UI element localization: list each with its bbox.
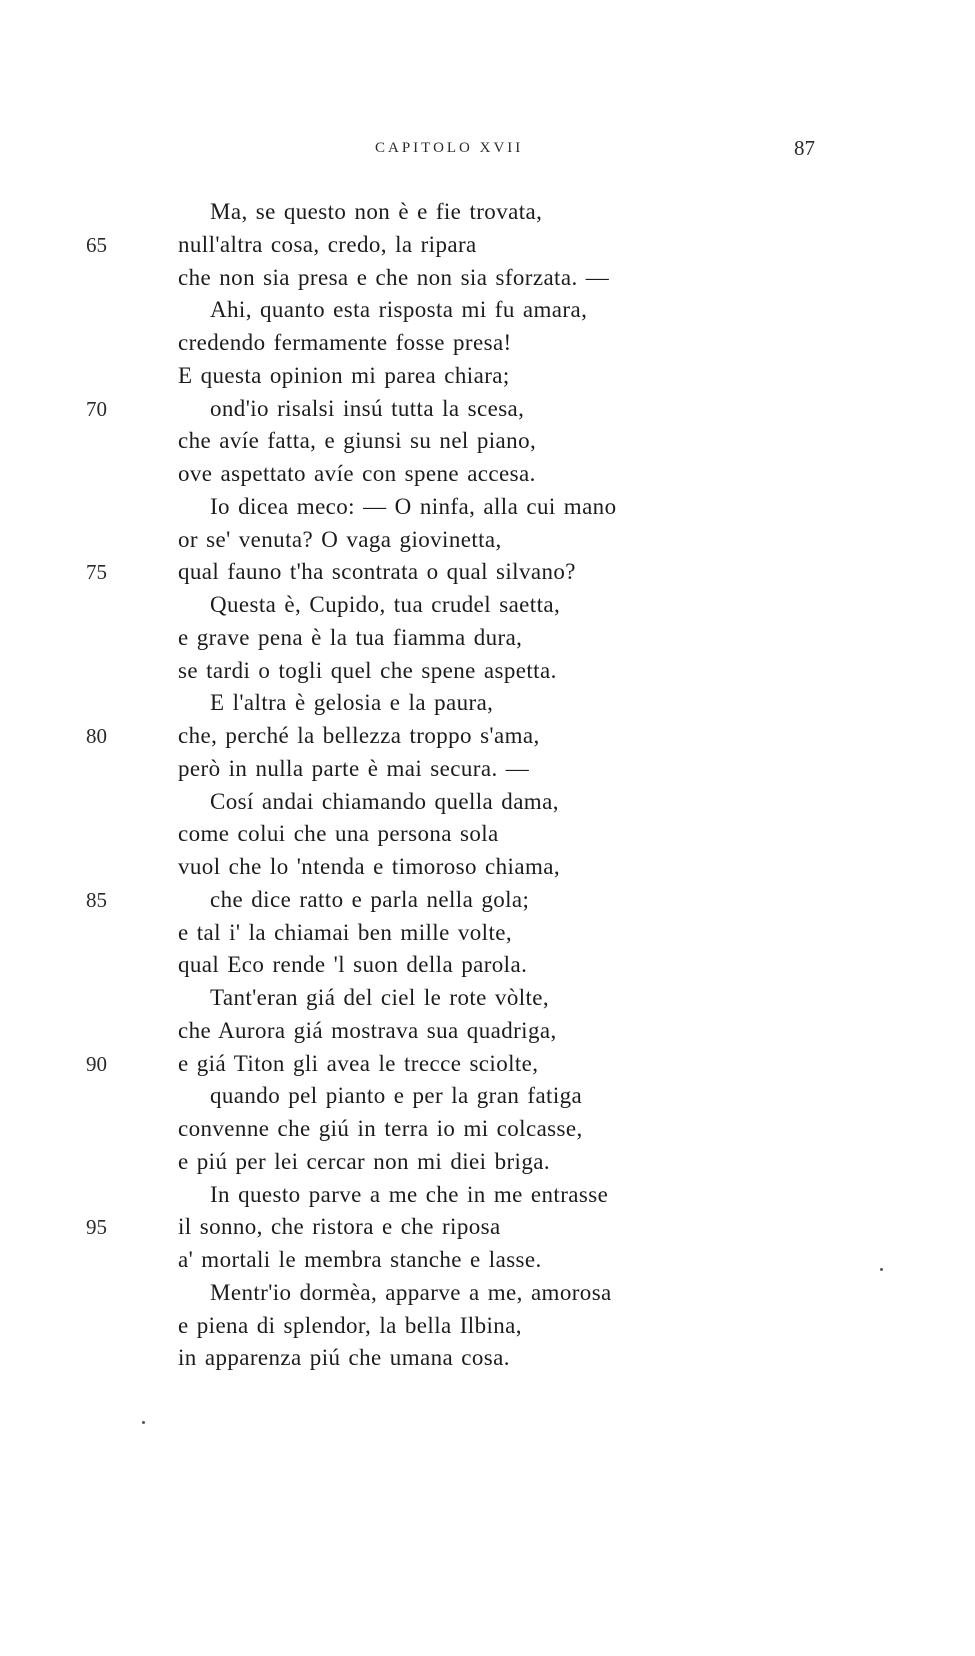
verse-line	[0, 622, 975, 655]
line-number: 70	[86, 396, 107, 421]
page-number: 87	[794, 136, 815, 160]
verse-text: come colui che una persona sola	[178, 821, 499, 847]
line-number: 65	[86, 232, 107, 257]
verse-text: ove aspettato avíe con spene accesa.	[178, 461, 536, 486]
verse-text: credendo fermamente fosse presa!	[178, 330, 512, 355]
verse-line	[0, 851, 975, 884]
line-number: 75	[86, 560, 107, 585]
verse-line	[0, 425, 975, 458]
verse-text: e giá Titon gli avea le trecce sciolte,	[178, 1050, 539, 1076]
verse-line	[0, 491, 975, 524]
verse-text: qual fauno t'ha scontrata o qual silvano?	[178, 559, 576, 585]
verse-line	[0, 949, 975, 982]
verse-line	[0, 458, 975, 491]
verse-text: convenne che giú in terra io mi colcasse,	[178, 1116, 583, 1141]
verse-line	[0, 753, 975, 786]
verse-text: che avíe fatta, e giunsi su nel piano,	[178, 428, 537, 454]
verse-line	[0, 524, 975, 557]
verse-text: e piú per lei cercar non mi diei briga.	[178, 1148, 550, 1174]
verse-text: Io dicea meco: — O ninfa, alla cui mano	[210, 493, 617, 519]
verse-text: quando pel pianto e per la gran fatiga	[210, 1083, 583, 1109]
verse-line	[0, 229, 975, 262]
verse-line	[0, 1211, 975, 1244]
verse-line	[0, 1244, 975, 1277]
verse-text: e tal i' la chiamai ben mille volte,	[178, 919, 512, 945]
verse-line	[0, 327, 975, 360]
verse-line	[0, 360, 975, 393]
verse-text: Cosí andai chiamando quella dama,	[210, 788, 559, 814]
verse-text: ond'io risalsi insú tutta la scesa,	[210, 395, 525, 421]
verse-text: Tant'eran giá del ciel le rote vòlte,	[210, 985, 550, 1010]
verse-text: qual Eco rende 'l suon della parola.	[178, 952, 528, 978]
verse-line	[0, 982, 975, 1015]
verse-line	[0, 262, 975, 295]
verse-line	[0, 294, 975, 327]
running-head	[0, 136, 975, 166]
line-number: 85	[86, 887, 107, 912]
chapter-title: CAPITOLO XVII	[375, 140, 524, 156]
verse-text: e grave pena è la tua fiamma dura,	[178, 624, 523, 650]
verse-line	[0, 1146, 975, 1179]
verse-line	[0, 393, 975, 426]
verse-line	[0, 917, 975, 950]
verse-text: Ahi, quanto esta risposta mi fu amara,	[210, 297, 588, 323]
verse-text: se tardi o togli quel che spene aspetta.	[178, 657, 557, 683]
verse-text: a' mortali le membra stanche e lasse.	[178, 1247, 542, 1272]
verse-line	[0, 655, 975, 688]
verse-line	[0, 1048, 975, 1081]
verse-line	[0, 1277, 975, 1310]
verse-text: che, perché la bellezza troppo s'ama,	[178, 723, 540, 748]
verse-text: E questa opinion mi parea chiara;	[178, 362, 510, 388]
verse-line	[0, 720, 975, 753]
line-number: 90	[86, 1051, 107, 1076]
line-number: 80	[86, 724, 107, 748]
page-speck	[880, 1268, 883, 1271]
verse-line	[0, 1113, 975, 1146]
verse-line	[0, 1179, 975, 1212]
page-speck	[142, 1421, 145, 1424]
verse-text: che non sia presa e che non sia sforzata. —	[178, 264, 610, 290]
verse-text: e piena di splendor, la bella Ilbina,	[178, 1312, 522, 1338]
verse-text: or se' venuta? O vaga giovinetta,	[178, 526, 502, 552]
verse-text: che dice ratto e parla nella gola;	[210, 886, 530, 912]
verse-line	[0, 786, 975, 819]
verse-line	[0, 1342, 975, 1375]
verse-text: Ma, se questo non è e fie trovata,	[210, 199, 543, 224]
verse-text: in apparenza piú che umana cosa.	[178, 1345, 510, 1371]
verse-line	[0, 818, 975, 851]
verse-text: il sonno, che ristora e che riposa	[178, 1214, 501, 1240]
verse-line	[0, 884, 975, 917]
verse-line	[0, 196, 975, 229]
poem-body	[0, 196, 975, 1375]
verse-line	[0, 687, 975, 720]
verse-line	[0, 1080, 975, 1113]
verse-text: E l'altra è gelosia e la paura,	[210, 690, 494, 716]
verse-text: però in nulla parte è mai secura. —	[178, 755, 530, 781]
verse-line	[0, 556, 975, 589]
verse-text: null'altra cosa, credo, la ripara	[178, 231, 477, 257]
verse-text: Mentr'io dormèa, apparve a me, amorosa	[210, 1279, 612, 1305]
verse-line	[0, 1310, 975, 1343]
verse-line	[0, 1015, 975, 1048]
verse-text: In questo parve a me che in me entrasse	[210, 1181, 609, 1207]
verse-line	[0, 589, 975, 622]
verse-text: che Aurora giá mostrava sua quadriga,	[178, 1017, 557, 1043]
verse-text: vuol che lo 'ntenda e timoroso chiama,	[178, 854, 560, 879]
verse-text: Questa è, Cupido, tua crudel saetta,	[210, 592, 561, 617]
line-number: 95	[86, 1215, 107, 1240]
